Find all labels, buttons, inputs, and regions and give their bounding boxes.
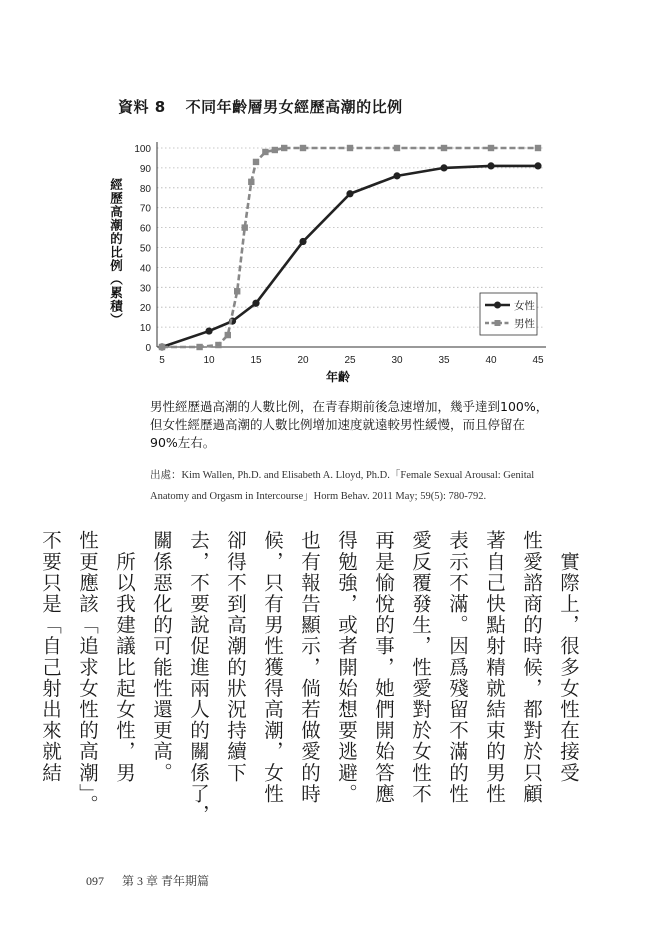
y-tick-label: 40 xyxy=(139,263,151,275)
y-tick-label: 50 xyxy=(139,243,151,255)
text-column: 性愛諮商的時候，都對於只顧 xyxy=(520,530,543,805)
x-tick-label: 15 xyxy=(250,355,262,366)
x-tick-label: 40 xyxy=(485,355,497,366)
data-point xyxy=(441,145,447,151)
figure-title-text: 不同年齡層男女經歷高潮的比例 xyxy=(185,98,403,116)
data-point xyxy=(253,159,259,165)
data-point xyxy=(196,344,202,350)
data-point xyxy=(300,145,306,151)
data-point xyxy=(487,162,494,169)
y-tick-label: 20 xyxy=(139,303,151,315)
data-point xyxy=(159,344,165,350)
data-point xyxy=(242,224,248,230)
text-column: 所以我建議比起女性，男 xyxy=(113,530,136,784)
figure-source: 出處：Kim Wallen, Ph.D. and Elisabeth A. Lloyd, Ph.D.「Female Sexual Arousal: Genital Anatomy and Orgasm in Intercourse」Horm Behav. 2011 May; 59(5): 780-792. xyxy=(150,470,535,502)
legend-label: 女性 xyxy=(514,300,535,312)
page-number: 097 xyxy=(86,874,104,888)
text-column: 去，不要說促進兩人的關係了， xyxy=(187,530,210,826)
legend-label: 男性 xyxy=(514,318,535,330)
data-point xyxy=(534,162,541,169)
figure-caption: 男性經歷過高潮的人數比例，在青春期前後急速增加，幾乎達到100%，但女性經歷過高潮的人數比例增加速度就遠較男性緩慢，而且停留在90%左右。 xyxy=(150,399,549,450)
legend-marker xyxy=(494,302,501,309)
text-column: 再是愉悅的事，她們開始答應 xyxy=(372,530,395,805)
line-chart xyxy=(0,0,663,400)
chart-legend xyxy=(480,293,537,335)
y-tick-label: 100 xyxy=(134,144,151,155)
data-point xyxy=(205,327,212,334)
data-point xyxy=(248,179,254,185)
text-column: 卻得不到高潮的狀況持續下 xyxy=(224,530,247,784)
text-column: 得勉強，或者開始想要逃避。 xyxy=(335,530,358,805)
data-point xyxy=(262,149,268,155)
data-point xyxy=(252,300,259,307)
data-point xyxy=(272,147,278,153)
y-tick-label: 70 xyxy=(139,203,151,215)
x-tick-label: 35 xyxy=(438,355,450,366)
text-column: 關係惡化的可能性還更高。 xyxy=(150,530,173,784)
text-column: 候，只有男性獲得高潮，女性 xyxy=(261,530,284,805)
data-point xyxy=(234,288,240,294)
data-point xyxy=(394,145,400,151)
y-tick-label: 80 xyxy=(139,183,151,195)
text-column: 也有報告顯示，倘若做愛的時 xyxy=(298,530,321,805)
x-axis-title: 年齡 xyxy=(325,370,351,384)
data-point xyxy=(346,190,353,197)
data-point xyxy=(225,332,231,338)
y-tick-label: 60 xyxy=(139,223,151,235)
y-tick-label: 90 xyxy=(139,163,151,175)
x-tick-label: 30 xyxy=(391,355,403,366)
x-tick-label: 20 xyxy=(297,355,309,366)
x-tick-label: 45 xyxy=(532,355,544,366)
page-footer xyxy=(86,872,209,889)
data-point xyxy=(488,145,494,151)
y-tick-label: 0 xyxy=(145,343,151,354)
data-point xyxy=(299,238,306,245)
text-column: 實際上，很多女性在接受 xyxy=(557,530,580,784)
data-point xyxy=(347,145,353,151)
vertical-body-text xyxy=(39,530,580,826)
y-axis-title: 經歷高潮的比例（累積） xyxy=(108,178,124,327)
text-column: 愛反覆發生，性愛對於女性不 xyxy=(409,530,432,805)
legend-marker xyxy=(495,320,501,326)
y-tick-label: 10 xyxy=(139,323,151,335)
y-tick-label: 30 xyxy=(139,283,151,295)
data-point xyxy=(393,172,400,179)
data-point xyxy=(215,342,221,348)
x-tick-label: 10 xyxy=(203,355,215,366)
text-column: 性更應該「追求女性的高潮」。 xyxy=(76,530,99,816)
text-column: 著自己快點射精就結束的男性 xyxy=(483,530,506,805)
data-point xyxy=(535,145,541,151)
x-tick-label: 25 xyxy=(344,355,356,366)
chapter-label: 第 3 章 青年期篇 xyxy=(122,874,210,888)
x-tick-label: 5 xyxy=(159,355,165,366)
text-column: 不要只是「自己射出來就結 xyxy=(39,530,62,784)
figure-number: 資料 8 xyxy=(118,98,166,116)
data-point xyxy=(281,145,287,151)
data-point xyxy=(440,164,447,171)
text-column: 表示不滿。因爲殘留不滿的性 xyxy=(446,530,469,805)
